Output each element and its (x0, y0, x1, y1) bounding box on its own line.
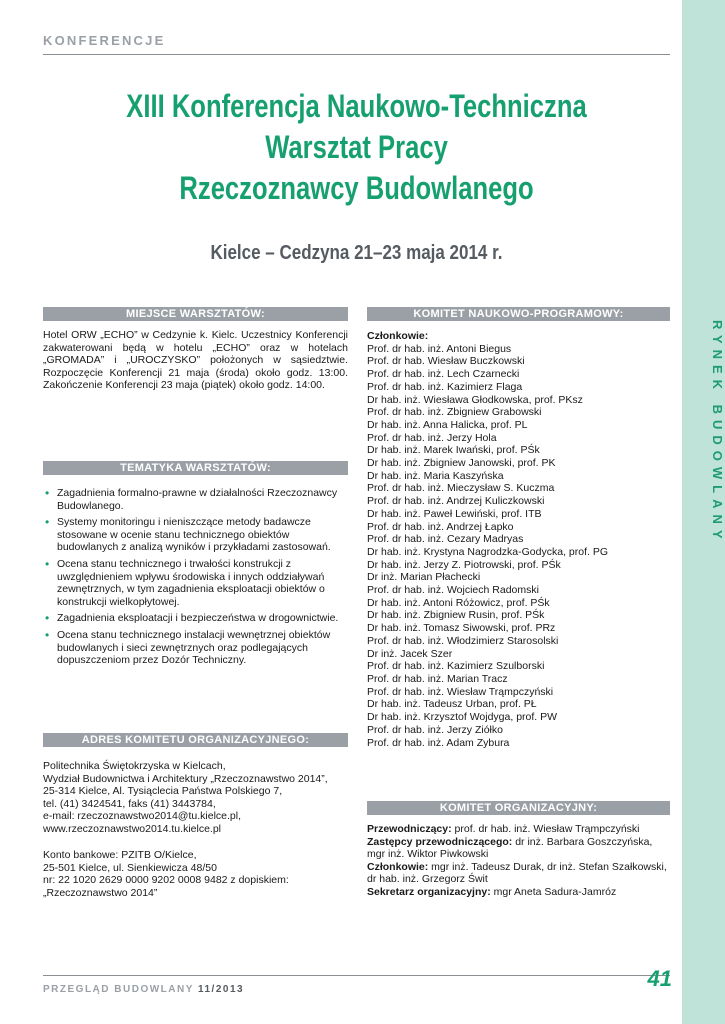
list-item: Dr hab. inż. Anna Halicka, prof. PL (367, 418, 528, 431)
members-label: Członkowie: (367, 860, 429, 873)
bullet-icon: • (45, 486, 50, 500)
section-label: KONFERENCJE (43, 33, 166, 48)
vice-chair-label: Zastępcy przewodniczącego: (367, 835, 513, 848)
top-divider (43, 54, 670, 55)
list-item: Prof. dr hab. inż. Mieczysław S. Kuczma (367, 482, 555, 495)
list-item: Prof. dr hab. inż. Lech Czarnecki (367, 368, 520, 381)
title-line: XIII Konferencja Naukowo-Techniczna (126, 88, 587, 124)
address-heading: ADRES KOMITETU ORGANIZACYJNEGO: (43, 733, 348, 747)
scientific-committee-list (367, 330, 670, 749)
list-item: • Zagadnienia formalno-prawne w działalności Rzeczoznawcy Budowlanego. (45, 486, 338, 512)
members-label: Członkowie: (367, 330, 429, 342)
list-item: Dr hab. inż. Krystyna Nagrodzka-Godycka, prof. PG (367, 545, 609, 558)
topics-heading: TEMATYKA WARSZTATÓW: (43, 461, 348, 475)
journal-name: PRZEGLĄD BUDOWLANY (43, 984, 194, 995)
list-item: Prof. dr hab. inż. Wiesław Trąmpczyński (367, 685, 554, 698)
list-item: Dr hab. inż. Tomasz Siwowski, prof. PRz (367, 622, 556, 635)
list-item: Prof. dr hab. inż. Antoni Biegus (367, 342, 512, 355)
organizing-committee-heading: KOMITET ORGANIZACYJNY: (367, 801, 670, 815)
venue-text: Hotel ORW „ECHO” w Cedzynie k. Kielc. Uczestnicy Konferencji zakwaterowani będą w hotelu „ECHO” oraz w hotelach „GROMADA” i „UROCZYSKO” położonych w sąsiedztwie. Rozpoczęcie Konferencji 21 maja (środa) około godz. 13:00. Zakończenie Konferencji 23 maja (piątek) około godz. 14:00. (43, 329, 348, 392)
issue-number: 11/2013 (197, 984, 245, 995)
email-link[interactable]: e-mail: rzeczoznawstwo2014@tu.kielce.pl, (43, 810, 241, 823)
list-item: Prof. dr hab. inż. Cezary Madryas (367, 533, 524, 546)
bullet-icon: • (45, 556, 50, 571)
organizing-committee-text (367, 823, 670, 899)
address-line: tel. (41) 3424541, faks (41) 3443784, (43, 797, 216, 810)
bank-line: 25-501 Kielce, ul. Sienkiewicza 48/50 (43, 861, 217, 874)
list-item: Prof. dr hab. inż. Zbigniew Grabowski (367, 406, 542, 419)
list-item: Dr hab. inż. Zbigniew Rusin, prof. PŚk (367, 609, 545, 622)
list-item: • Systemy monitoringu i nieniszczące metody badawcze stosowane w ocenie stanu technicznego obiektów budowlanych z analizą wyników i przykładami zastosowań. (45, 515, 331, 554)
article-subtitle: Kielce – Cedzyna 21–23 maja 2014 r. (210, 242, 503, 264)
list-item: Prof. dr hab. inż. Kazimierz Flaga (367, 380, 523, 393)
vice-chair-value: dr inż. Barbara Goszczyńska, mgr inż. Wiktor Piwkowski (367, 835, 653, 861)
list-item: Dr hab. inż. Wiesława Głodkowska, prof. PKsz (367, 393, 583, 406)
address-line: Politechnika Świętokrzyska w Kielcach, (43, 760, 226, 772)
secretary-value: mgr Aneta Sadura-Jamróz (490, 885, 617, 898)
title-line: Warsztat Pracy (265, 129, 448, 165)
chair-value: prof. dr hab. inż. Wiesław Trąmpczyński (451, 823, 640, 835)
list-item: Dr hab. inż. Tadeusz Urban, prof. PŁ (367, 698, 537, 711)
list-item: Dr hab. inż. Zbigniew Janowski, prof. PK (367, 457, 556, 470)
page-number: 41 (647, 966, 672, 991)
members-list (367, 343, 670, 750)
bullet-icon: • (45, 627, 50, 642)
list-item: Prof. dr hab. inż. Andrzej Kuliczkowski (367, 495, 545, 508)
list-item: Prof. dr hab. inż. Wojciech Radomski (367, 584, 539, 597)
address-block (43, 760, 348, 836)
list-item: Prof. dr hab. inż. Andrzej Łapko (367, 520, 514, 533)
chair-label: Przewodniczący: (367, 823, 452, 835)
bottom-divider (43, 975, 670, 976)
bullet-icon: • (45, 515, 50, 530)
list-item: Dr hab. inż. Maria Kaszyńska (367, 469, 504, 482)
venue-heading: MIEJSCE WARSZTATÓW: (43, 307, 348, 321)
members-value: mgr inż. Tadeusz Durak, dr inż. Stefan Szałkowski, dr hab. inż. Grzegorz Świt (367, 860, 667, 886)
article-title (106, 86, 608, 209)
bank-line: nr: 22 1020 2629 0000 9202 0008 9482 z dopiskiem: (43, 874, 289, 887)
list-item: Prof. dr hab. Wiesław Buczkowski (367, 355, 525, 368)
bank-line: Konto bankowe: PZITB O/Kielce, (43, 849, 197, 861)
list-item: Dr hab. inż. Krzysztof Wojdyga, prof. PW (367, 711, 558, 724)
bullet-icon: • (45, 611, 50, 626)
list-item: • Ocena stanu technicznego i trwałości konstrukcji z uwzględnieniem wpływu środowiska i innych oddziaływań zewnętrznych, w tym zagadnienia eksploatacji obiektów o konstrukcji wielkopłytowej. (45, 556, 325, 608)
list-item: Dr hab. inż. Paweł Lewiński, prof. ITB (367, 507, 542, 520)
footer-journal (43, 984, 244, 995)
address-line: 25-314 Kielce, Al. Tysiąclecia Państwa Polskiego 7, (43, 785, 283, 798)
list-item: • Zagadnienia eksploatacji i bezpieczeństwa w drogownictwie. (45, 611, 339, 626)
side-band-text: RYNEK BUDOWLANY (710, 320, 725, 545)
bank-account-block (43, 849, 348, 899)
bank-line: „Rzeczoznawstwo 2014” (43, 886, 158, 899)
list-item: Dr inż. Jacek Szer (367, 647, 453, 660)
list-item: Prof. dr hab. inż. Adam Zybura (367, 736, 510, 749)
list-item: • Ocena stanu technicznego instalacji wewnętrznej obiektów budowlanych i sieci zewnętrznych oraz podlegających dopuszczeniom przez Dozór Techniczny. (45, 627, 331, 667)
list-item: Prof. dr hab. inż. Jerzy Ziółko (367, 723, 503, 736)
list-item: Prof. dr hab. inż. Jerzy Hola (367, 431, 497, 444)
address-line: Wydział Budownictwa i Architektury „Rzeczoznawstwo 2014”, (43, 772, 328, 785)
secretary-label: Sekretarz organizacyjny: (367, 885, 491, 898)
list-item: Prof. dr hab. inż. Włodzimierz Starosolski (367, 634, 559, 647)
website-link[interactable]: www.rzeczoznawstwo2014.tu.kielce.pl (43, 822, 221, 835)
topics-list (43, 487, 348, 671)
scientific-committee-heading: KOMITET NAUKOWO-PROGRAMOWY: (367, 307, 670, 321)
list-item: Dr hab. inż. Antoni Różowicz, prof. PŚk (367, 596, 550, 609)
list-item: Dr hab. inż. Marek Iwański, prof. PŚk (367, 444, 540, 457)
title-line: Rzeczoznawcy Budowlanego (179, 170, 534, 206)
list-item: Prof. dr hab. inż. Marian Tracz (367, 672, 508, 685)
list-item: Prof. dr hab. inż. Kazimierz Szulborski (367, 660, 545, 673)
list-item: Dr hab. inż. Jerzy Z. Piotrowski, prof. PŚk (367, 558, 561, 571)
list-item: Dr inż. Marian Płachecki (367, 571, 481, 584)
